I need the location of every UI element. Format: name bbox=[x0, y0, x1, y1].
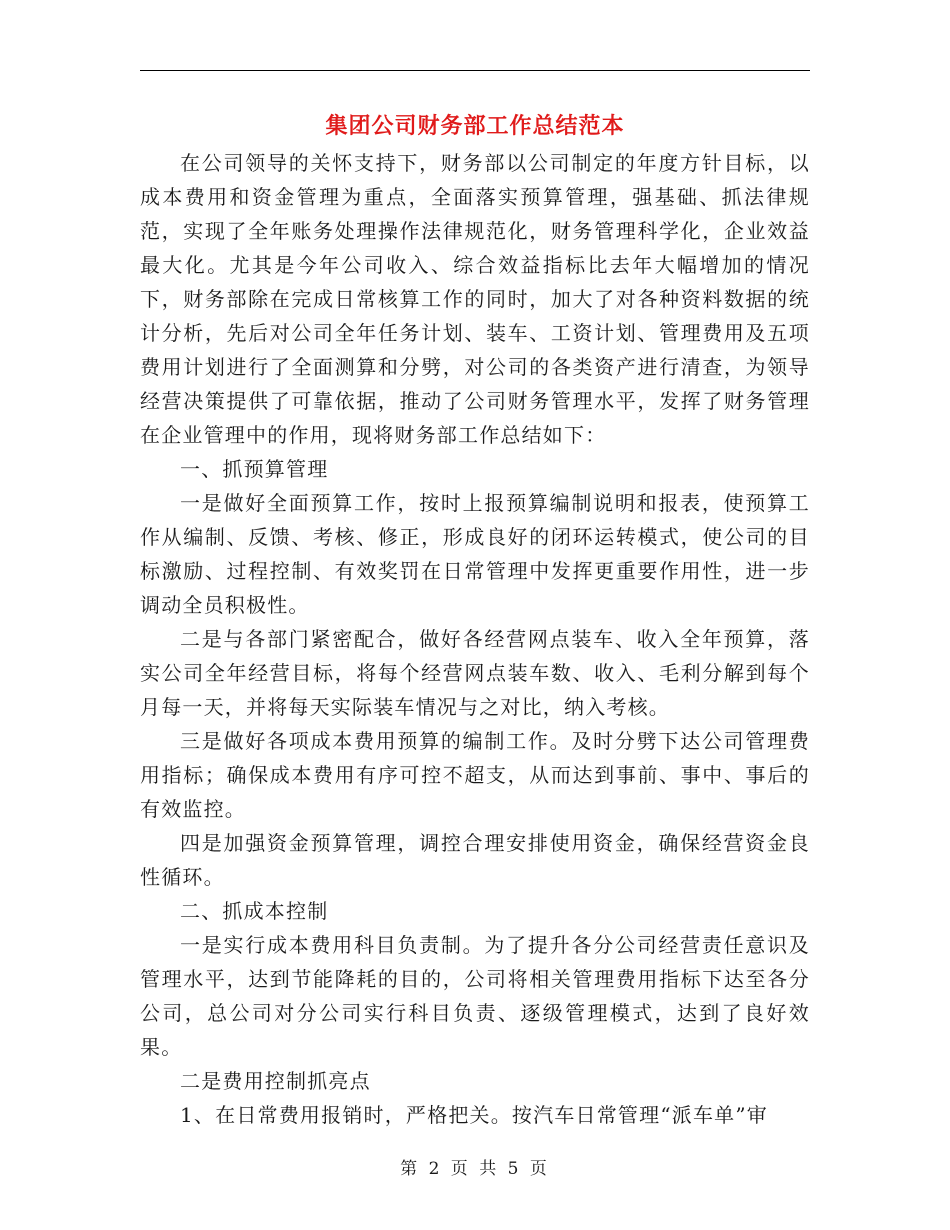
section-heading-cost: 二、抓成本控制 bbox=[180, 899, 329, 923]
document-body bbox=[140, 146, 810, 1132]
intro-paragraph: 在公司领导的关怀支持下，财务部以公司制定的年度方针目标，以成本费用和资金管理为重点，全面落实预算管理，强基础、抓法律规范，实现了全年账务处理操作法律规范化，财务管理科学化，企业效益最大化。尤其是今年公司收入、综合效益指标比去年大幅增加的情况下，财务部除在完成日常核算工作的同时，加大了对各种资料数据的统计分析，先后对公司全年任务计划、装车、工资计划、管理费用及五项费用计划进行了全面测算和分劈，对公司的各类资产进行清查，为领导经营决策提供了可靠依据，推动了公司财务管理水平，发挥了财务管理在企业管理中的作用，现将财务部工作总结如下： bbox=[140, 151, 810, 447]
paragraph-budget-3: 三是做好各项成本费用预算的编制工作。及时分劈下达公司管理费用指标；确保成本费用有序可控不超支，从而达到事前、事中、事后的有效监控。 bbox=[140, 729, 810, 821]
document-title: 集团公司财务部工作总结范本 bbox=[325, 113, 625, 139]
paragraph-cost-2: 二是费用控制抓亮点 bbox=[180, 1069, 371, 1093]
paragraph-budget-1: 一是做好全面预算工作，按时上报预算编制说明和报表，使预算工作从编制、反馈、考核、修正，形成良好的闭环运转模式，使公司的目标激励、过程控制、有效奖罚在日常管理中发挥更重要作用性，进一步调动全员积极性。 bbox=[140, 491, 810, 617]
paragraph-budget-2: 二是与各部门紧密配合，做好各经营网点装车、收入全年预算，落实公司全年经营目标，将每个经营网点装车数、收入、毛利分解到每个月每一天，并将每天实际装车情况与之对比，纳入考核。 bbox=[140, 627, 810, 719]
paragraph-cost-2-item-1: 1、在日常费用报销时，严格把关。按汽车日常管理“派车单”审 bbox=[180, 1103, 768, 1127]
section-heading-budget: 一、抓预算管理 bbox=[180, 457, 329, 481]
paragraph-cost-1: 一是实行成本费用科目负责制。为了提升各分公司经营责任意识及管理水平，达到节能降耗的目的，公司将相关管理费用指标下达至各分公司，总公司对分公司实行科目负责、逐级管理模式，达到了良好效果。 bbox=[140, 933, 810, 1059]
paragraph-budget-4: 四是加强资金预算管理，调控合理安排使用资金，确保经营资金良性循环。 bbox=[140, 831, 810, 889]
page-number: 第 2 页 共 5 页 bbox=[400, 1159, 550, 1179]
header-rule bbox=[140, 70, 810, 71]
